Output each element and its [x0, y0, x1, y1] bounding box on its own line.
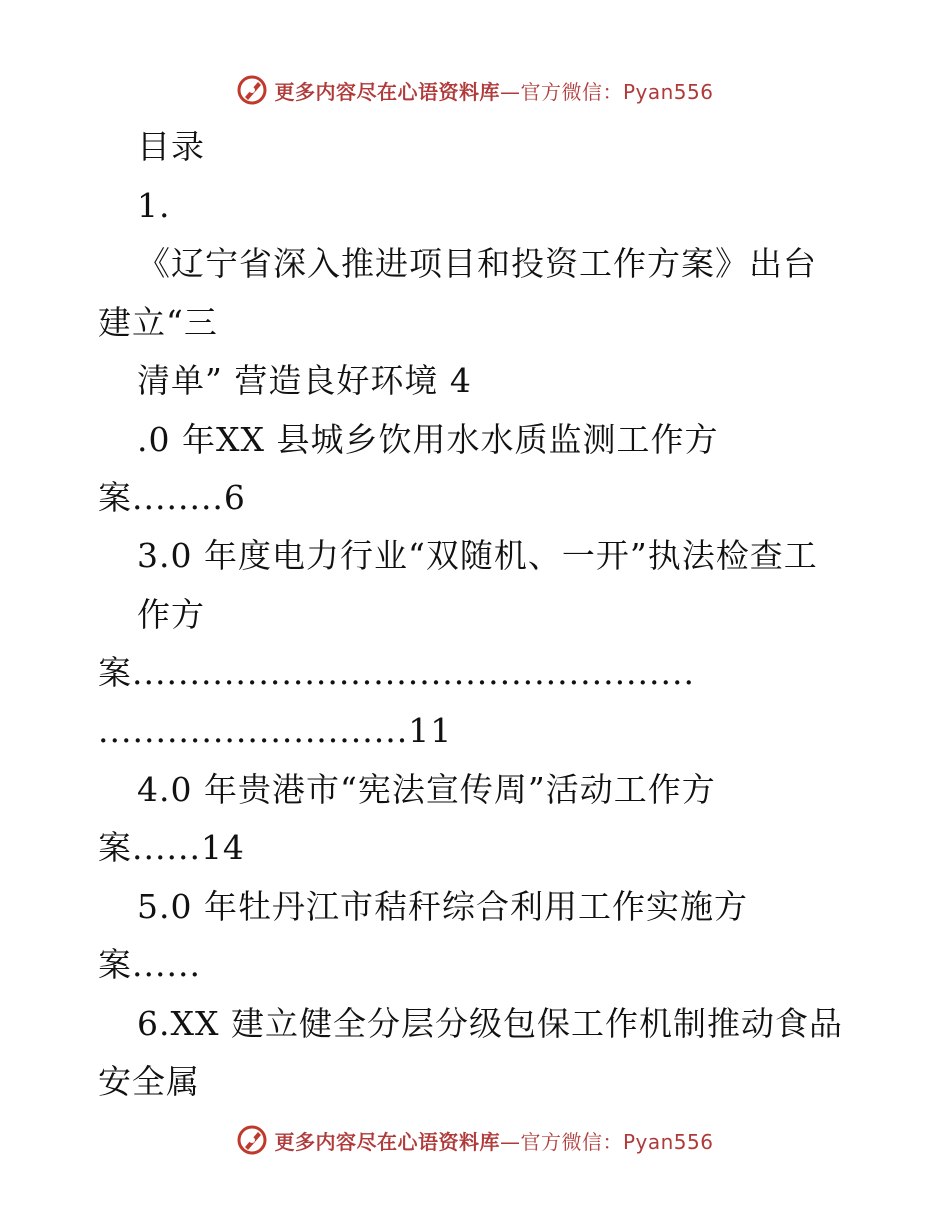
toc-line: 案......14: [98, 828, 245, 867]
toc-line: .0 年XX 县城乡饮用水水质监测工作方: [137, 420, 719, 459]
footer-banner: [0, 1120, 950, 1160]
toc-line: 清单” 营造良好环境 4: [137, 361, 472, 400]
toc-line: 6.XX 建立健全分层分级包保工作机制推动食品: [137, 1004, 843, 1043]
toc-line: 安全属: [98, 1062, 200, 1101]
toc-line: 4.0 年贵港市“宪法宣传周”活动工作方: [137, 770, 716, 809]
pen-logo-icon: [236, 74, 268, 106]
toc-line: 建立“三: [98, 303, 218, 342]
pen-logo-icon: [236, 1124, 268, 1156]
banner-text: 更多内容尽在心语资料库—官方微信：Pyan556: [274, 1129, 714, 1154]
toc-line: ...........................11: [98, 711, 453, 750]
toc-line: 案........6: [98, 478, 246, 517]
toc-title: 目录: [137, 127, 205, 166]
toc-line: 1.: [137, 186, 171, 225]
banner-text: 更多内容尽在心语资料库—官方微信：Pyan556: [274, 79, 714, 104]
toc-line: 3.0 年度电力行业“双随机、一开”执法检查工: [137, 536, 818, 575]
toc-line: 5.0 年牡丹江市秸秆综合利用工作实施方: [137, 887, 748, 926]
toc-line: 《辽宁省深入推进项目和投资工作方案》出台: [137, 244, 817, 283]
toc-line: 案......: [98, 945, 201, 984]
toc-line: 案.................................................: [98, 653, 695, 692]
header-banner: [0, 70, 950, 110]
toc-line: 作方: [137, 595, 205, 634]
